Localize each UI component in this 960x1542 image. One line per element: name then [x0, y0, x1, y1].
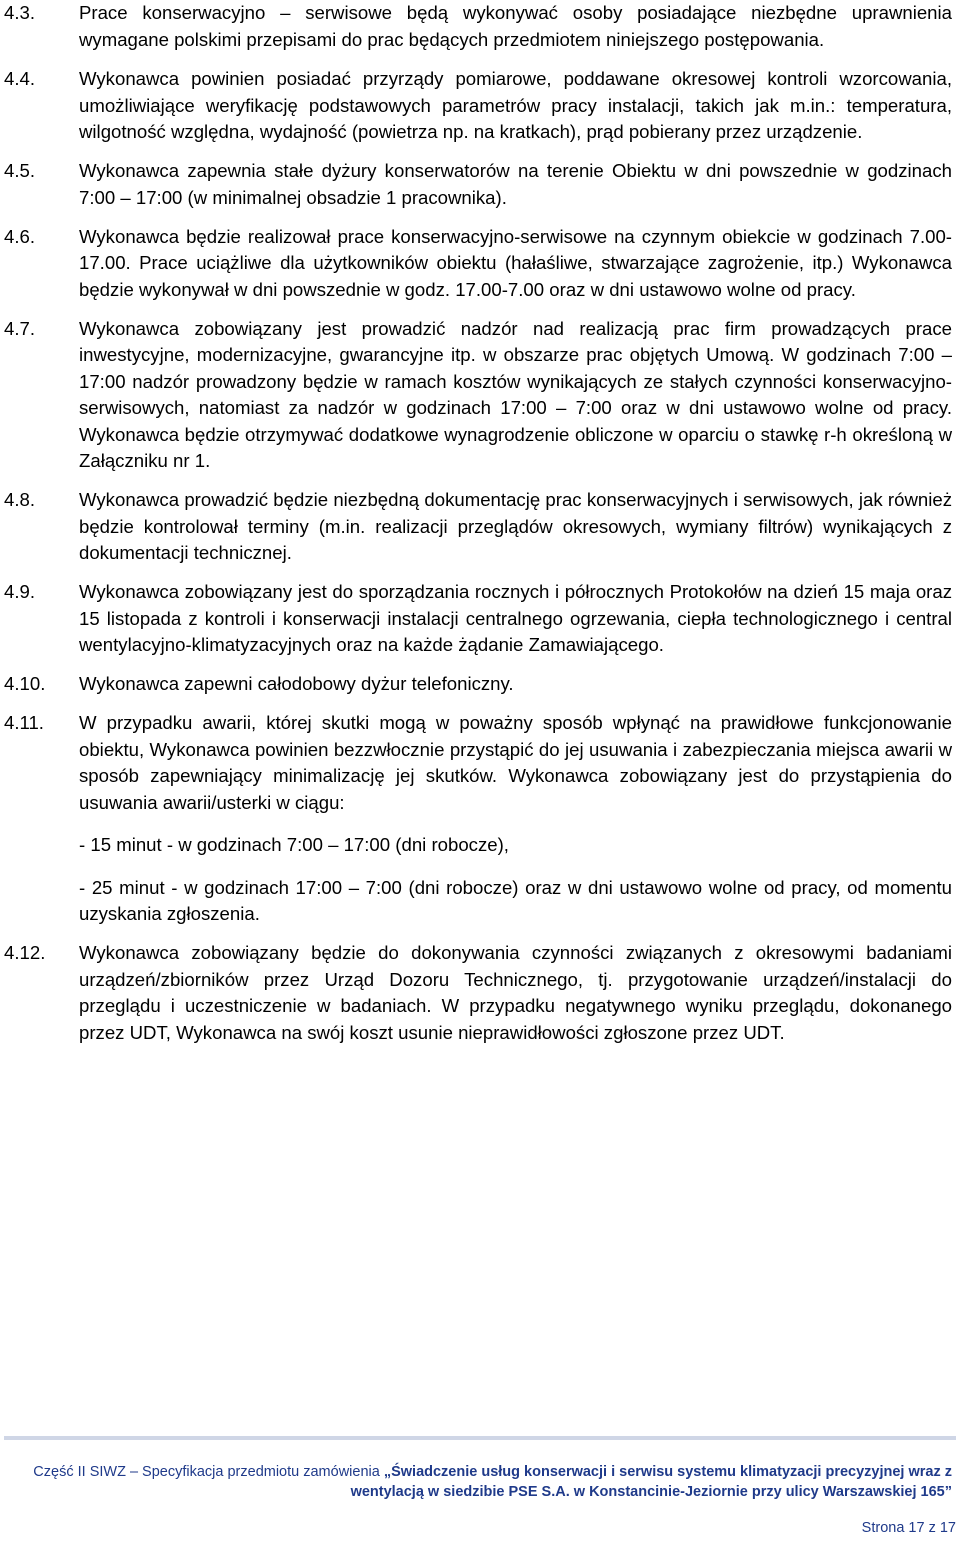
item-text	[79, 710, 952, 928]
item-number: 4.9.	[4, 581, 36, 602]
list-item	[4, 158, 952, 211]
item-text: Wykonawca zapewnia stałe dyżury konserwatorów na terenie Obiektu w dni powszednie w godzinach 7:00 – 17:00 (w minimalnej obsadzie 1 pracownika).	[79, 160, 952, 208]
page-number: Strona 17 z 17	[861, 1520, 956, 1536]
footer-divider	[4, 1436, 956, 1440]
item-number: 4.8.	[4, 489, 36, 510]
list-item	[4, 66, 952, 146]
item-intro: W przypadku awarii, której skutki mogą w poważny sposób wpłynąć na prawidłowe funkcjonowanie obiektu, Wykonawca powinien bezzwłocznie przystąpić do jej usuwania i zabezpieczania miejsca awarii w sposób zapewniający minimalizację jej skutków. Wykonawca zobowiązany jest do przystąpienia do usuwania awarii/usterki w ciągu:	[79, 712, 952, 813]
page-footer	[4, 1462, 952, 1502]
list-item	[4, 316, 952, 475]
response-time-offhours: - 25 minut - w godzinach 17:00 – 7:00 (dni robocze) oraz w dni ustawowo wolne od pracy, od momentu uzyskania zgłoszenia.	[79, 876, 952, 924]
item-number: 4.12.	[4, 942, 46, 963]
item-text: Wykonawca zobowiązany jest do sporządzania rocznych i półrocznych Protokołów na dzień 15 maja oraz 15 listopada z kontroli i konserwacji instalacji centralnego ogrzewania, ciepła technologicznego i central wentylacyjno-klimatyzacyjnych oraz na każde żądanie Zamawiającego.	[79, 581, 952, 655]
document-body	[4, 0, 952, 1059]
list-item	[4, 671, 952, 698]
list-item	[4, 487, 952, 567]
item-text: Wykonawca zapewni całodobowy dyżur telefoniczny.	[79, 673, 514, 694]
footer-title: „Świadczenie usług konserwacji i serwisu systemu klimatyzacji precyzyjnej wraz z wentylacją w siedzibie PSE S.A. w Konstancinie-Jeziornie przy ulicy Warszawskiej 165”	[350, 1464, 952, 1500]
item-number: 4.5.	[4, 160, 36, 181]
item-number: 4.7.	[4, 317, 36, 339]
list-item	[4, 940, 952, 1046]
item-number: 4.11.	[4, 712, 44, 733]
list-item	[4, 710, 952, 928]
list-item	[4, 0, 952, 53]
list-item	[4, 579, 952, 659]
item-text: Wykonawca będzie realizował prace konserwacyjno-serwisowe na czynnym obiekcie w godzinach 7.00-17.00. Prace uciążliwe dla użytkowników obiektu (hałaśliwe, stwarzające zagrożenie, itp.) Wykonawca będzie wykonywał w dni powszednie w godz. 17.00-7.00 oraz w dni ustawowo wolne od pracy.	[79, 225, 952, 300]
footer-prefix: Część II SIWZ – Specyfikacja przedmiotu zamówienia	[33, 1464, 384, 1480]
item-text: Wykonawca zobowiązany jest prowadzić nadzór nad realizacją prac firm prowadzących prace inwestycyjne, modernizacyjne, gwarancyjne itp. w obszarze prac objętych Umową. W godzinach 7:00 – 17:00 nadzór prowadzony będzie w ramach kosztów wynikających ze stałych czynności konserwacyjno-serwisowych, natomiast za nadzór w godzinach 17:00 – 7:00 oraz w dni ustawowo wolne od pracy. Wykonawca będzie otrzymywać dodatkowe wynagrodzenie obliczone w oparciu o stawkę r-h określoną w Załączniku nr 1.	[79, 317, 952, 471]
item-number: 4.3.	[4, 2, 36, 23]
item-text: Wykonawca prowadzić będzie niezbędną dokumentację prac konserwacyjnych i serwisowych, jak również będzie kontrolował terminy (m.in. realizacji przeglądów okresowych, wymiany filtrów) wynikających z dokumentacji technicznej.	[79, 489, 952, 563]
item-text: Wykonawca zobowiązany będzie do dokonywania czynności związanych z okresowymi badaniami urządzeń/zbiorników przez Urząd Dozoru Technicznego, tj. przygotowanie urządzeń/instalacji do przeglądu i uczestniczenie w badaniach. W przypadku negatywnego wyniku przeglądu, dokonanego przez UDT, Wykonawca na swój koszt usunie nieprawidłowości zgłoszone przez UDT.	[79, 942, 952, 1043]
item-text: Prace konserwacyjno – serwisowe będą wykonywać osoby posiadające niezbędne uprawnienia wymagane polskimi przepisami do prac będących przedmiotem niniejszego postępowania.	[79, 2, 952, 50]
response-time-weekday: - 15 minut - w godzinach 7:00 – 17:00 (dni robocze),	[79, 834, 509, 855]
item-text: Wykonawca powinien posiadać przyrządy pomiarowe, poddawane okresowej kontroli wzorcowania, umożliwiające weryfikację podstawowych parametrów pracy instalacji, takich jak m.in.: temperatura, wilgotność względna, wydajność (powietrza np. na kratkach), prąd pobierany przez urządzenie.	[79, 68, 952, 142]
list-item	[4, 224, 952, 304]
item-number: 4.10.	[4, 673, 46, 694]
item-number: 4.4.	[4, 68, 36, 89]
item-number: 4.6.	[4, 225, 36, 247]
